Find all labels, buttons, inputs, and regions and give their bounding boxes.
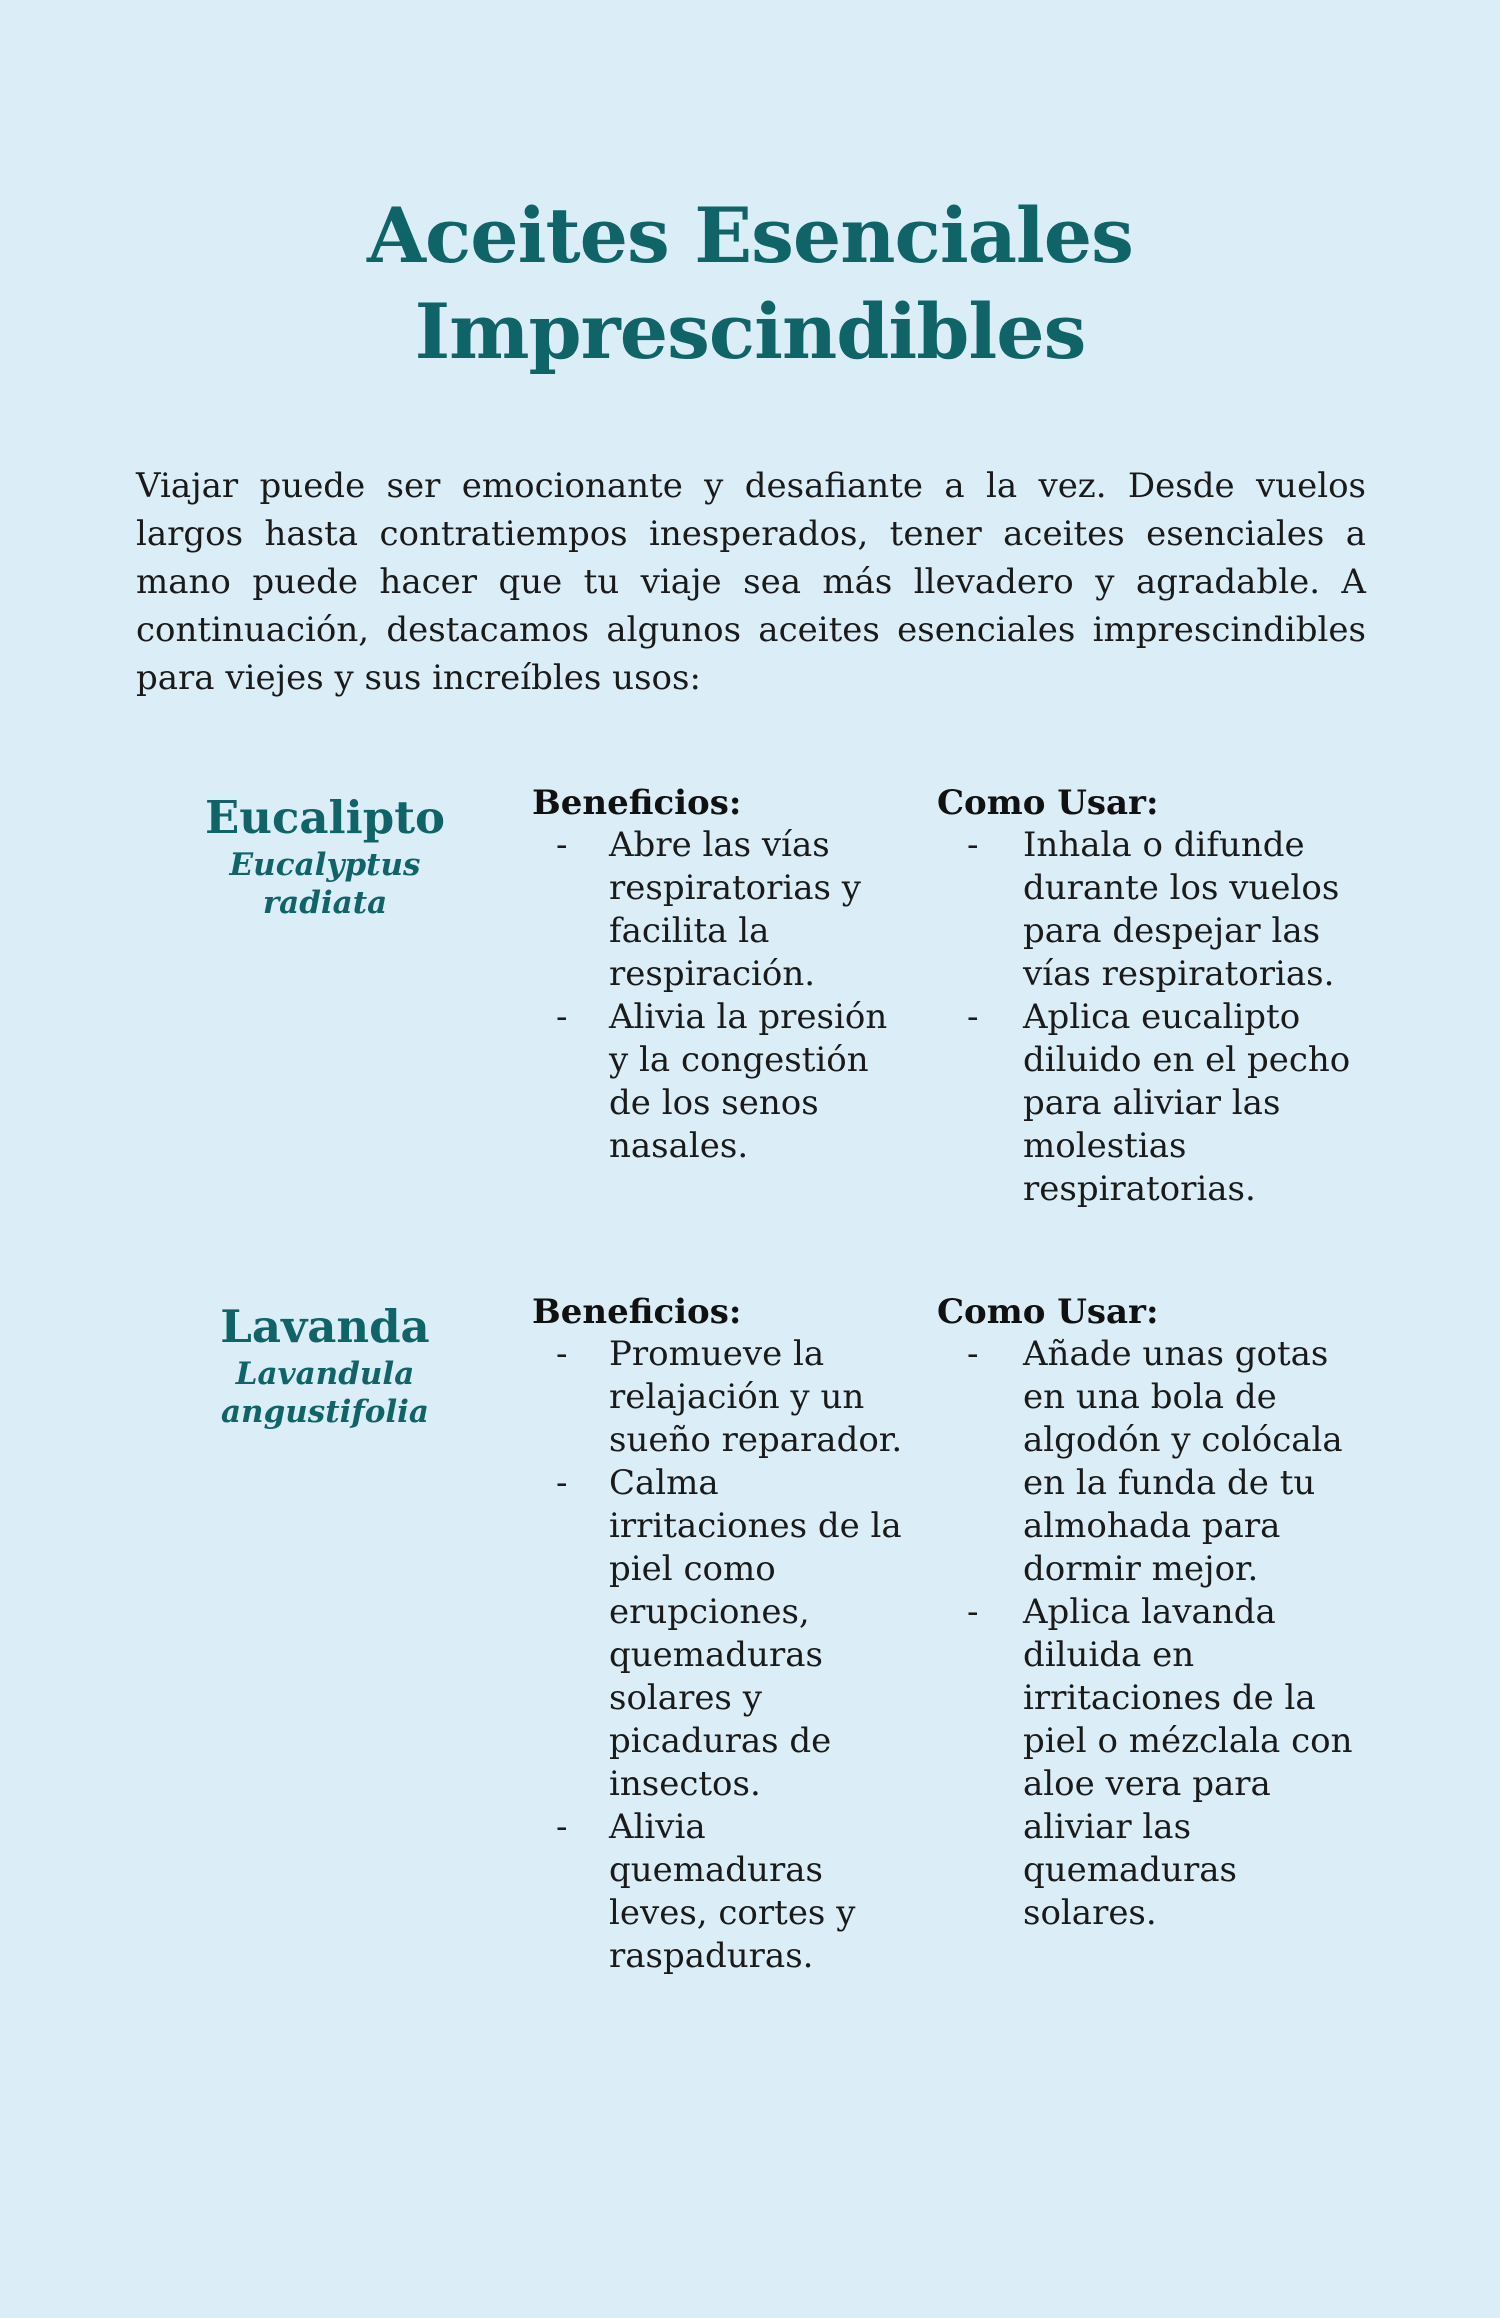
list-item (532, 996, 912, 1168)
bullet-dash: - (967, 997, 979, 1037)
list-item (937, 824, 1357, 996)
oil-latin-name: Lavandula angustifolia (220, 1356, 430, 1430)
page-title (0, 188, 1500, 380)
usage-column (937, 782, 1357, 1211)
benefits-list (532, 1333, 912, 1978)
oil-name-block (155, 790, 495, 922)
list-item (532, 1462, 912, 1806)
bullet-dash: - (967, 1334, 979, 1374)
list-item (532, 1806, 912, 1978)
usage-heading: Como Usar: (937, 1292, 1159, 1332)
list-item-text: Abre las vías respiratorias y facilita la respiración. (609, 825, 861, 994)
usage-list (937, 1333, 1357, 1935)
list-item-text: Alivia quemaduras leves, cortes y raspaduras. (609, 1807, 856, 1976)
benefits-list (532, 824, 912, 1168)
benefits-heading: Beneficios: (532, 1292, 742, 1332)
list-item-text: Aplica lavanda diluida en irritaciones de la piel o mézclala con aloe vera para aliviar las quemaduras solares. (1023, 1592, 1353, 1933)
list-item-text: Añade unas gotas en una bola de algodón y colócala en la funda de tu almohada para dormir mejor. (1023, 1334, 1343, 1589)
intro-paragraph: Viajar puede ser emocionante y desafiante a la vez. Desde vuelos largos hasta contratiempos inesperados, tener aceites esenciales a mano puede hacer que tu viaje sea más llevadero y agradable. A continuación, destacamos algunos aceites esenciales imprescindibles para viejes y sus increíbles usos: (136, 466, 1366, 698)
oil-name-block (155, 1299, 495, 1431)
usage-list (937, 824, 1357, 1211)
bullet-dash: - (556, 1463, 568, 1503)
bullet-dash: - (556, 997, 568, 1037)
page-title-line-2: Imprescindibles (414, 287, 1086, 376)
oil-latin-name: Eucalyptus radiata (229, 847, 421, 921)
list-item (937, 1591, 1357, 1935)
list-item-text: Alivia la presión y la congestión de los senos nasales. (609, 997, 888, 1166)
list-item (937, 1333, 1357, 1591)
list-item-text: Aplica eucalipto diluido en el pecho para aliviar las molestias respiratorias. (1023, 997, 1351, 1209)
oil-common-name: Eucalipto (204, 791, 446, 844)
bullet-dash: - (967, 825, 979, 865)
list-item (937, 996, 1357, 1211)
list-item-text: Promueve la relajación y un sueño reparador. (609, 1334, 903, 1460)
benefits-heading: Beneficios: (532, 783, 742, 823)
page-title-line-1: Aceites Esenciales (367, 191, 1133, 280)
benefits-column (532, 782, 912, 1168)
list-item-text: Inhala o difunde durante los vuelos para despejar las vías respiratorias. (1023, 825, 1340, 994)
bullet-dash: - (556, 1807, 568, 1847)
list-item (532, 824, 912, 996)
bullet-dash: - (556, 825, 568, 865)
list-item (532, 1333, 912, 1462)
usage-column (937, 1291, 1357, 1935)
bullet-dash: - (556, 1334, 568, 1374)
oil-common-name: Lavanda (220, 1300, 430, 1353)
list-item-text: Calma irritaciones de la piel como erupciones, quemaduras solares y picaduras de insectos. (609, 1463, 902, 1804)
usage-heading: Como Usar: (937, 783, 1159, 823)
benefits-column (532, 1291, 912, 1978)
bullet-dash: - (967, 1592, 979, 1632)
